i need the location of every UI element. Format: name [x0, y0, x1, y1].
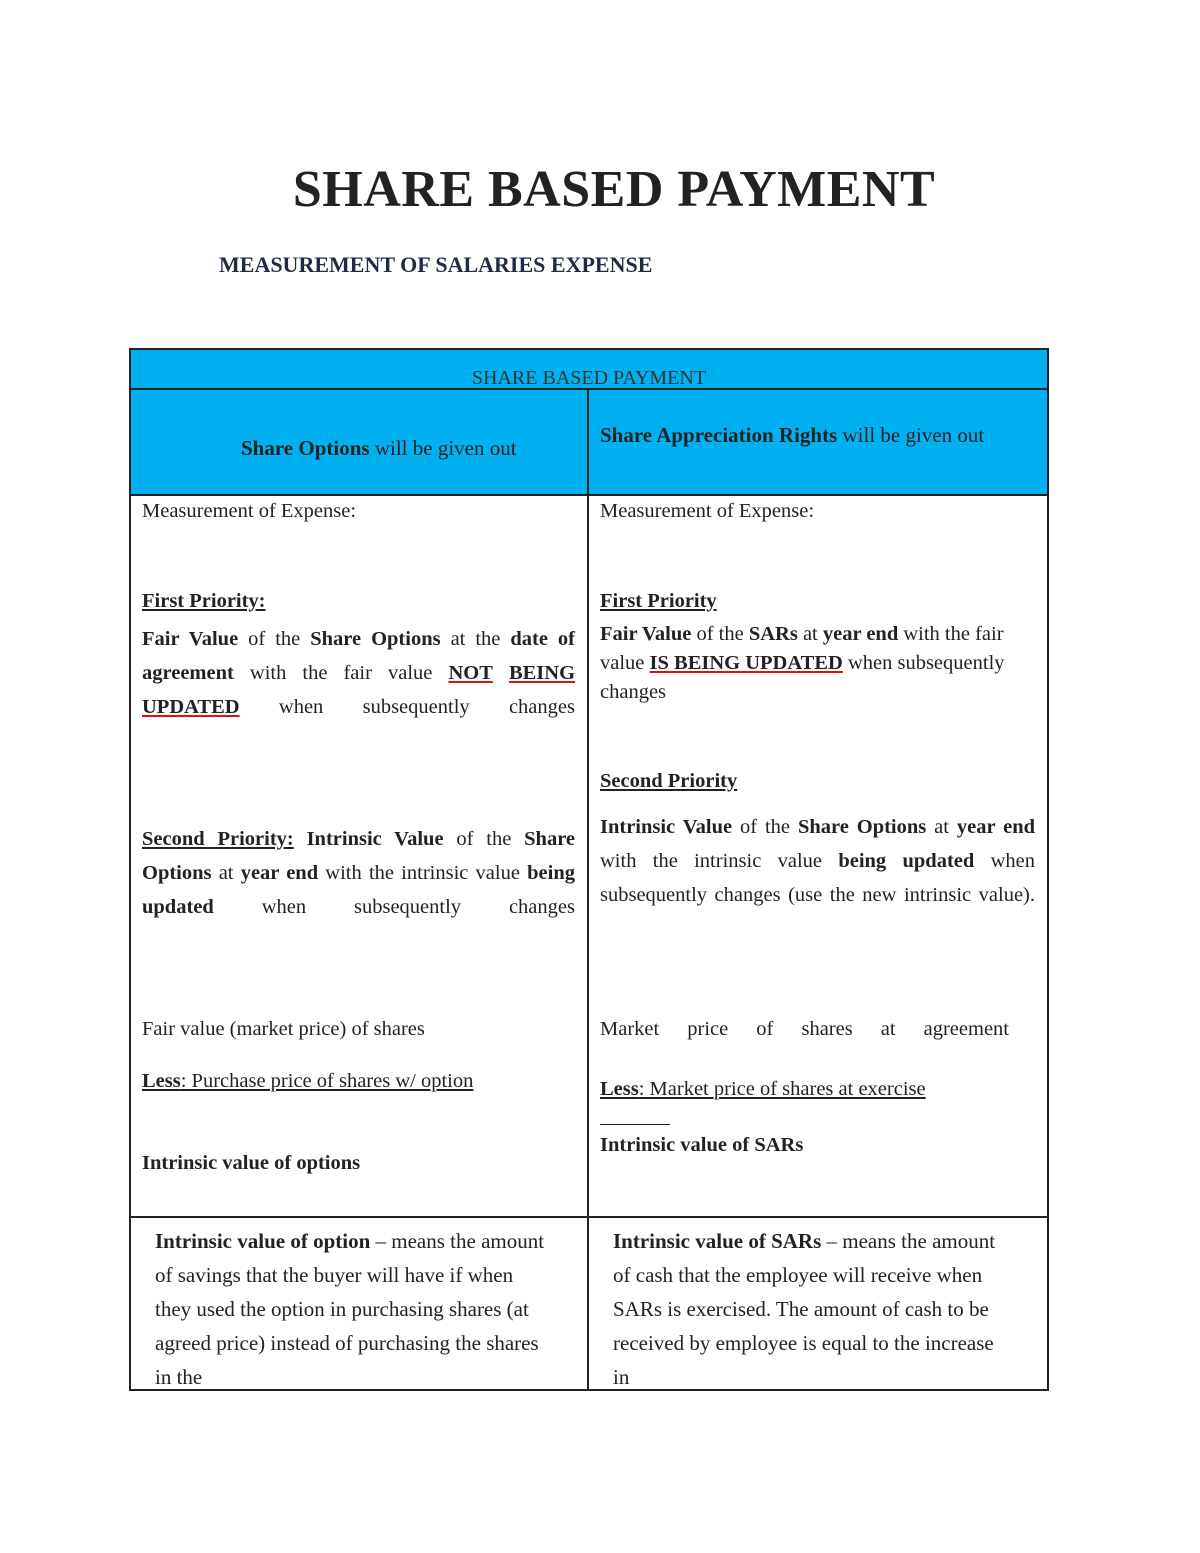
fair-value-term: Fair Value: [600, 623, 692, 645]
share-based-payment-table: [129, 348, 1049, 1391]
text-fragment: with the intrinsic value: [600, 850, 839, 872]
left-measurement-label: Measurement of Expense:: [142, 500, 357, 522]
right-measurement-label: Measurement of Expense:: [600, 500, 815, 522]
year-end-term: year end: [240, 862, 319, 884]
right-first-priority-heading: First Priority: [600, 590, 717, 612]
right-computation-line1: Market price of shares at agreement: [600, 1018, 1009, 1040]
text-fragment: when subsequently changes: [600, 652, 1005, 703]
text-fragment: with the fair value: [600, 623, 1004, 674]
text-fragment: when subsequently changes: [213, 896, 575, 918]
document-subtitle: MEASUREMENT OF SALARIES EXPENSE: [219, 252, 653, 277]
text-fragment: : Purchase price of shares w/ option: [180, 1070, 474, 1092]
text-fragment: with the intrinsic value: [318, 862, 528, 884]
text-fragment: with the fair value: [233, 662, 449, 684]
share-options-term: Share Options: [142, 828, 576, 884]
date-of-agreement-term: date of agreement: [142, 628, 576, 684]
left-computation-result: Intrinsic value of options: [142, 1152, 361, 1174]
being-updated-term: being updated: [838, 850, 975, 872]
definition-term: Intrinsic value of option: [155, 1229, 371, 1253]
year-end-term: year end: [822, 623, 899, 645]
right-first-priority-text: [600, 620, 1017, 707]
header-share-options: [131, 390, 589, 496]
less-label: Less: [142, 1070, 181, 1092]
being-term: BEING: [508, 662, 576, 684]
second-priority-heading: Second Priority:: [142, 828, 294, 850]
sars-term: SARs: [748, 623, 798, 645]
footer-option-definition: [131, 1218, 589, 1391]
header-share-options-bold: Share Options: [241, 436, 370, 460]
text-fragment: at: [797, 623, 823, 645]
table-banner: SHARE BASED PAYMENT: [131, 350, 1047, 390]
right-second-priority-heading: Second Priority: [600, 770, 738, 792]
underline-rule: [600, 1124, 670, 1125]
less-label: Less: [600, 1078, 639, 1100]
year-end-term: year end: [956, 816, 1036, 838]
not-term: NOT: [448, 662, 493, 684]
right-computation-line2: [600, 1078, 1035, 1101]
intrinsic-value-term: Intrinsic Value: [600, 816, 733, 838]
header-sars-rest: will be given out: [837, 423, 985, 447]
text-fragment: : Market price of shares at exercise: [638, 1078, 926, 1100]
text-fragment: at the: [440, 628, 511, 650]
header-sars-bold: Share Appreciation Rights: [600, 423, 838, 447]
share-options-term: Share Options: [797, 816, 927, 838]
right-computation-result: Intrinsic value of SARs: [600, 1134, 804, 1156]
definition-term: Intrinsic value of SARs: [613, 1229, 822, 1253]
document-title: SHARE BASED PAYMENT: [292, 161, 936, 218]
definition-text: – means the amount of savings that the buyer will have if when they used the option in purchasing shares (at agreed price) instead of purchasing the shares in the: [155, 1229, 545, 1389]
left-first-priority-text: [142, 622, 575, 724]
intrinsic-value-term: Intrinsic Value: [306, 828, 444, 850]
share-options-term: Share Options: [310, 628, 441, 650]
text-fragment: of the: [732, 816, 798, 838]
definition-text: – means the amount of cash that the employee will receive when SARs is exercised. The amount of cash to be received by employee is equal to the increase in: [613, 1229, 996, 1389]
text-fragment: of the: [238, 628, 311, 650]
text-fragment: of the: [443, 828, 525, 850]
sars-column: [589, 496, 1047, 1218]
left-computation-line2: [142, 1064, 507, 1098]
fair-value-term: Fair Value: [142, 628, 239, 650]
text-fragment: of the: [691, 623, 749, 645]
footer-sars-definition: [589, 1218, 1047, 1391]
left-computation-line1: Fair value (market price) of shares: [142, 1018, 425, 1040]
is-being-updated-term: IS BEING UPDATED: [649, 652, 843, 674]
text-fragment: at: [211, 862, 241, 884]
text-fragment: at: [926, 816, 957, 838]
header-share-options-rest: will be given out: [369, 436, 517, 460]
left-first-priority-heading: First Priority:: [142, 590, 266, 612]
text-fragment: when subsequently changes (use the new intrinsic value).: [600, 850, 1035, 906]
left-second-priority-text: [142, 822, 575, 924]
share-options-column: [131, 496, 589, 1218]
updated-term: UPDATED: [142, 696, 240, 718]
text-fragment: when subsequently changes: [239, 696, 575, 718]
header-sars: [589, 390, 1047, 496]
being-updated-term: being updated: [142, 862, 575, 918]
right-second-priority-text: [600, 810, 1035, 912]
